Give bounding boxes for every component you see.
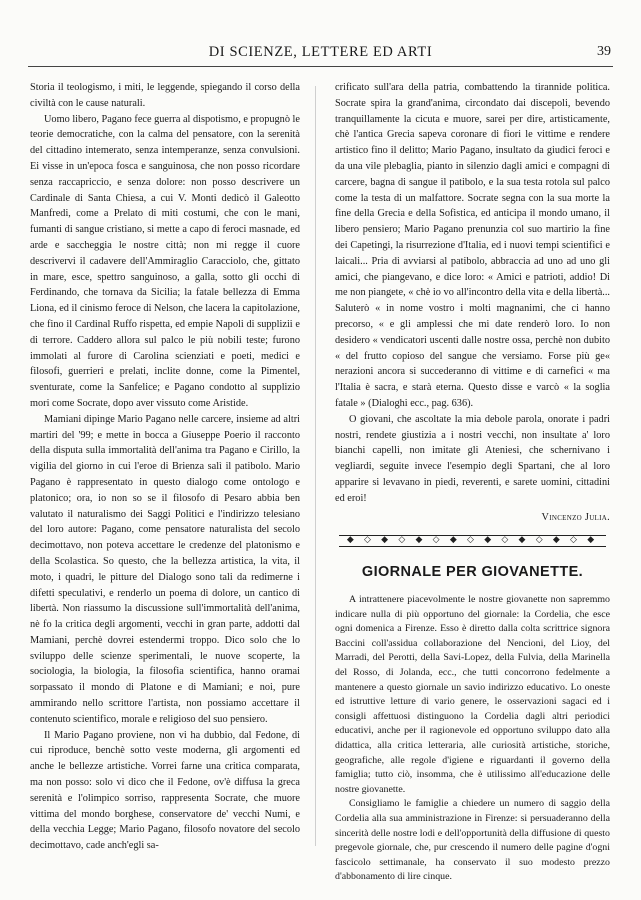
- paragraph: O giovani, che ascoltate la mia debole parola, onorate i padri nostri, rendete giustizia a i nostri vecchi, non insultate a' loro bianchi capelli, non imitate gli Ateniesi, che schernivano i vegliardi, seguite invece l'esempio degli Spartani, che al loro apparire si levavano in piedi, reverenti, e sarete uomini, cittadini ed eroi!: [335, 413, 610, 504]
- paragraph: A intrattenere piacevolmente le nostre giovanette non sapremmo indicare nulla di più opportuno del giornale: la Cordelia, che esce ogni domenica a Firenze. Esso è diretto dalla colta scrittrice signora Baccini coll'assidua collaborazione del Nencioni, del Lioy, del Marradi, del Perotti, della Savi-Lopez, della Fulvia, della Marinella del Rosso, di Jolanda, ecc., che tutti concorrono fedelmente a mantenere a questo giornale un savio indirizzo educativo. Lo oneste ed istruttive letture di vario genere, le osservazioni sagaci ed i consigli affettuosi distinguono la Cordelia dagli altri periodici educativi, anche per il ragionevole ed opportuno sviluppo dato alla didattica, alla critica letteraria, alle curiosità artistiche, storiche, geografiche, alle regole d'igiene e riguardanti il governo della famiglia; tutto ciò, insomma, che è utilissimo all'educazione delle nostre giovanette.: [335, 594, 610, 795]
- paragraph: crificato sull'ara della patria, combattendo la tirannide politica. Socrate spira la grand'anima, circondato dai discepoli, bevendo tranquillamente la cicuta e muore, sarei per dire, artisticamente, chè l'antica Grecia sapeva coronare di fiori le vittime e rendere artistico fino il delitto; Mario Pagano, insultato da giudici feroci e da una vile plebaglia, pianto in silenzio dagli amici e compagni di carcere, bagna di sangue il patibolo, e la sua testa rotola sul palco come la testa di un malfattore. Socrate segna con la sua morte la fine della Grecia e della Sofistica, ed anticipa il mondo umano, il libero pensiero; Mario Pagano prenunzia col suo martirio la fine dei Capetingi, la risurrezione d'Italia, ed i nuovi tempi scientifici e laicali... Pria di avviarsi al patibolo, abbraccia ad uno ad uno gli amici, che piangevano, e dice loro: « Amici e patrioti, addio! Di me non piangete, « chè io vo all'incontro della vita e della libertà... Saluterò « in nome vostro i molti magnanimi, che ci hanno precorso, « e gli amplessi che mi date renderò loro. Io non desidero « vendicatori uscenti dalle nostre ossa, perchè non dubito « del frutto copioso del sangue che versiamo. Forse più ge« nerazioni ancora si succederanno di vittime e di carnefici « ma l'Italia è sacra, e starà eterna. Questo disse e varcò « la soglia fatale » (Dialoghi ecc., pag. 636).: [335, 82, 610, 409]
- paragraph: Mamiani dipinge Mario Pagano nelle carcere, insieme ad altri martiri del '99; e mette in bocca a Giuseppe Poerio il racconto della disputa sulla immortalità dell'anima tra Pagano e Cirillo, la vigilia del giorno in cui l'eroe di Brienza salì il patibolo. Mario Pagano è rappresentato in questo dialogo come ontologo e platonico; ora, io non so se il filosofo di Pesaro abbia ben valutato il naturalismo dei Saggi Politici e l'indirizzo telesiano del loro autore: Pagano, come pensatore naturalista del secolo decimottavo, non poteva accettare le credenze del platonismo e della Scolastica. So questo, che la bellezza artistica, la vita, il moto, i quadri, le pitture del Dialogo sono tali da redimerne i difetti speculativi, e renderlo un poema di dolore, un cantico di libertà. Non riassumo la discussione sull'immortalità dell'anima, nè fo la critica degli argomenti, vecchi in gran parte, addotti dal Mamiani, perchè dovrei estendermi troppo. Dico solo che lo sviluppo delle scienze sperimentali, le nuove scoperte, la sociologia, la biologia, la filosofia scientifica, hanno oramai sorpassato il mondo di Platone e di Mamiani; e noi, pure ammirando nello scrittore l'artista, non possiamo accettare il contenuto scientifico, morale e religioso del suo pensiero.: [30, 413, 300, 725]
- paragraph: Consigliamo le famiglie a chiedere un numero di saggio della Cordelia alla sua amministrazione in Firenze: si persuaderanno della sincerità delle nostre lodi e dell'opportunità della diffusione di questo pregevole giornale, che, pur crescendo il numero delle pagine d'ogni fascicolo settimanale, ha conservato il suo modesto prezzo d'abbonamento di lire cinque.: [335, 798, 610, 883]
- column-divider: [315, 86, 316, 846]
- paragraph: Uomo libero, Pagano fece guerra al dispotismo, e propugnò le teorie democratiche, con la calma del pensatore, con la serenità del cittadino intemerato, senza intemperanze, senza convulsioni. Ei visse in un'epoca fosca e sanguinosa, che non posso ricordare senza raccapriccio, e senza dolore: non posso descrivere un Cardinale di Santa Chiesa, a cui V. Monti dedicò il Galeotto Manfredi, come a Prelato di miti costumi, che con le mani, fumanti di sangue cristiano, si mette a capo di feroci masnade, ed arde e saccheggia le nostre città; non mi regge il cuore descrivervi il cadavere dell'Ammiraglio Caracciolo, che, gittato in mare, esce, spettro sanguinoso, a galla, sotto gli occhi di Ferdinando, che tornava da Sicilia; la fatale bellezza di Emma Liona, ed il cinismo feroce di Nelson, che lacera la capitolazione, che fino il Cardinal Ruffo rispetta, ed empie Napoli di supplizii e di terrore. Caddero allora sul palco le più nobili teste; furono immolati al furore di Carolina scienziati e poeti, medici e filosofi, guerrieri e prelati, inclite donne, come la Pimentel, sventurate, come la Sanfelice; e Pagano condotto al supplizio mori come Socrate, dopo aver vissuto come Aristide.: [30, 113, 300, 409]
- page-number: 39: [597, 44, 611, 59]
- author-signature: Vincenzo Julia.: [541, 511, 610, 523]
- ornament-glyphs: ◆ ◇ ◆ ◇ ◆ ◇ ◆ ◇ ◆ ◇ ◆ ◇ ◆ ◇ ◆: [346, 534, 599, 545]
- paragraph: Il Mario Pagano proviene, non vi ha dubbio, dal Fedone, di cui riproduce, benchè sotto veste moderna, gli argomenti ed anche le bellezze artistiche. Vorrei farne una critica comparata, ma non posso: solo vi dico che il Fedone, ov'è diffusa la greca serenità e l'olimpico sorriso, rappresenta Socrate, che muore vittima del mondo borghese, conservatore de' vecchi Numi, e della vecchia Legge; Mario Pagano, filosofo novatore del secolo decimottavo, cade anch'egli sa-: [30, 729, 300, 852]
- left-column: [30, 80, 300, 854]
- running-title: DI SCIENZE, LETTERE ED ARTI: [208, 44, 433, 60]
- page-header: [28, 44, 613, 67]
- right-column: [335, 80, 610, 885]
- paragraph: Storia il teologismo, i miti, le leggende, spiegando il corso della civiltà con le cause naturali.: [30, 82, 300, 109]
- ornamental-divider: [339, 535, 606, 547]
- section-title: GIORNALE PER GIOVANETTE.: [361, 564, 584, 581]
